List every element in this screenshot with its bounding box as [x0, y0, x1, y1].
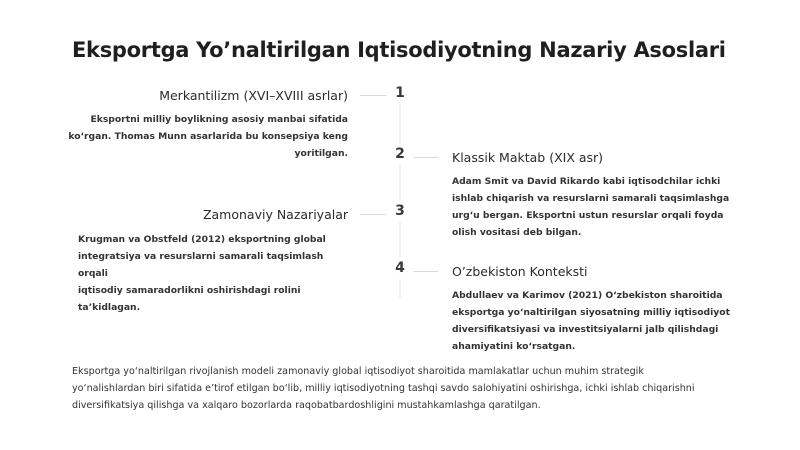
item-1-line: yoritilgan.: [294, 148, 348, 159]
item-2-number: 2: [389, 143, 411, 165]
item-4-line: diversifikatsiyasi va investitsiyalarni jalb qilishdagi: [452, 324, 719, 335]
summary-line: yo‘nalishlardan biri sifatida e’tirof etilgan bo‘lib, milliy iqtisodiyotning tashqi savdo salohiyatini oshirishga, ichki ishlab chiqarishni: [72, 383, 695, 394]
item-1-connector: [360, 95, 386, 96]
item-2-line: olish vositasi deb bilgan.: [452, 227, 582, 238]
item-2-connector: [414, 157, 438, 158]
item-3-line: iqtisodiy samaradorlikni oshirishdagi rolini ta’kidlagan.: [78, 285, 301, 313]
item-4-number: 4: [389, 257, 411, 279]
page-title: Eksportga Yo’naltirilgan Iqtisodiyotning Nazariy Asoslari: [72, 38, 726, 62]
item-4-line: eksportga yo‘naltirilgan siyosatning milliy iqtisodiyot: [452, 307, 730, 318]
item-1-number: 1: [389, 82, 411, 104]
item-1-text: [48, 111, 348, 162]
item-1-heading: Merkantilizm (XVI–XVIII asrlar): [159, 88, 348, 103]
item-3-line: integratsiya va resurslarni samarali taqsimlash orqali: [78, 251, 324, 279]
item-4-heading: O’zbekiston Konteksti: [452, 264, 588, 279]
item-2-line: ishlab chiqarish va resurslarni samarali taqsimlashga: [452, 193, 730, 204]
item-1-line: ko‘rgan. Thomas Munn asarlarida bu konsepsiya keng: [68, 131, 348, 142]
item-2-line: Adam Smit va David Rikardo kabi iqtisodchilar ichki: [452, 176, 721, 187]
summary-paragraph: [72, 363, 772, 414]
item-3-text: [48, 231, 348, 316]
item-4-line: ahamiyatini ko‘rsatgan.: [452, 341, 576, 352]
summary-line: diversifikatsiya qilishga va xalqaro bozorlarda raqobatbardoshligini mustahkamlashga qaratilgan.: [72, 400, 541, 411]
item-3-heading: Zamonaviy Nazariyalar: [202, 207, 348, 222]
item-4-text: [452, 287, 752, 355]
item-3-connector: [360, 214, 386, 215]
item-2-heading: Klassik Maktab (XIX asr): [452, 150, 604, 165]
summary-line: Eksportga yo‘naltirilgan rivojlanish modeli zamonaviy global iqtisodiyot sharoitida mamlakatlar uchun muhim strategik: [72, 366, 644, 377]
item-3-number: 3: [389, 200, 411, 222]
item-2-line: urg‘u bergan. Eksportni ustun resurslar orqali foyda: [452, 210, 724, 221]
item-1-line: Eksportni milliy boylikning asosiy manbai sifatida: [90, 114, 348, 125]
item-4-connector: [414, 271, 438, 272]
item-3-line: Krugman va Obstfeld (2012) eksportning global: [78, 234, 326, 245]
item-2-text: [452, 173, 752, 241]
item-4-line: Abdullaev va Karimov (2021) O‘zbekiston sharoitida: [452, 290, 723, 301]
